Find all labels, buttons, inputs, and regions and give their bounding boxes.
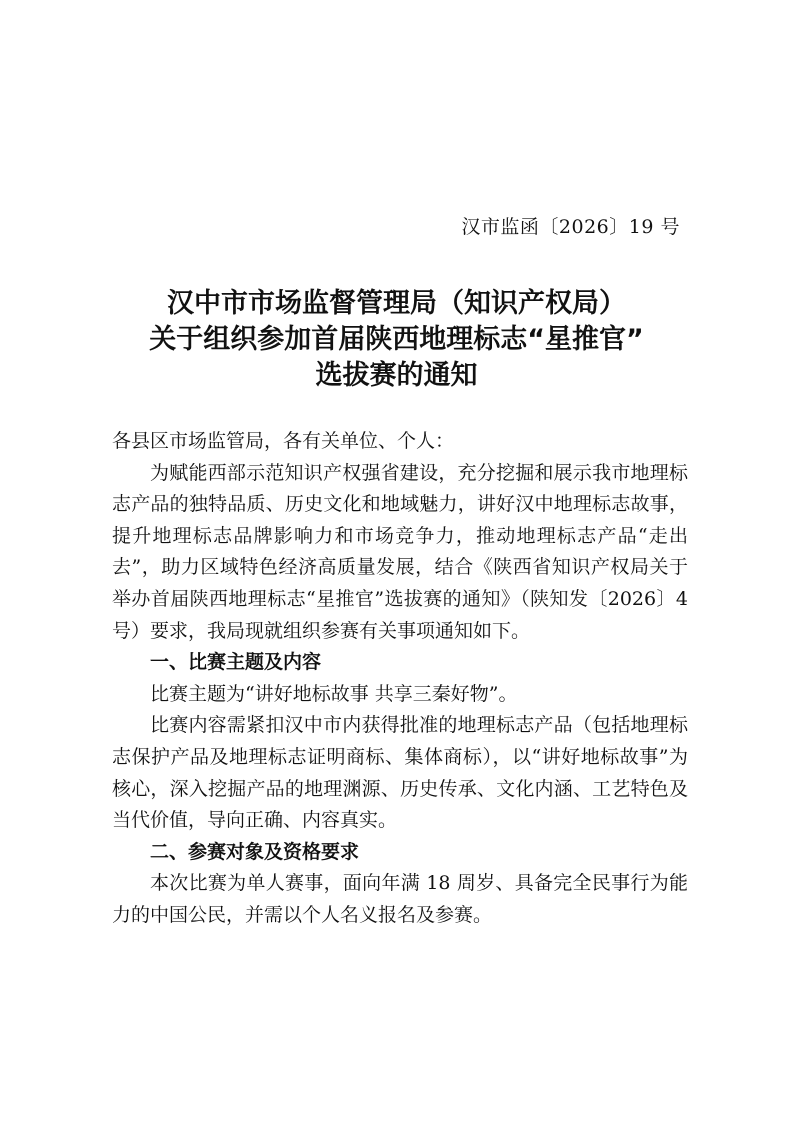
document-number: 汉市监函〔2026〕19 号 (461, 216, 680, 238)
section-heading: 一、比赛主题及内容 (150, 651, 322, 674)
section-paragraph: 本次比赛为单人赛事，面向年满 18 周岁、具备完全民事行为能力的中国公民，并需以个人名义报名及参赛。 (112, 872, 688, 926)
title-line: 选拔赛的通知 (315, 360, 478, 391)
document-body (112, 426, 688, 932)
document-title (0, 286, 793, 394)
intro-paragraph: 为赋能西部示范知识产权强省建设，充分挖掘和展示我市地理标志产品的独特品质、历史文化和地域魅力，讲好汉中地理标志故事，提升地理标志品牌影响力和市场竞争力，推动地理标志产品“走出去”，助力区域特色经济高质量发展，结合《陕西省知识产权局关于举办首届陕西地理标志“星推官”选拔赛的通知》（陕知发〔2026〕4 号）要求，我局现就组织参赛有关事项通知如下。 (112, 461, 688, 642)
title-line: 汉中市市场监督管理局（知识产权局） (167, 288, 626, 319)
section-paragraph: 比赛内容需紧扣汉中市内获得批准的地理标志产品（包括地理标志保护产品及地理标志证明商标、集体商标），以“讲好地标故事”为核心，深入挖掘产品的地理渊源、历史传承、文化内涵、工艺特色及当代价值，导向正确、内容真实。 (112, 714, 688, 832)
salutation: 各县区市场监管局，各有关单位、个人： (112, 430, 455, 452)
section-heading: 二、参赛对象及资格要求 (150, 840, 360, 863)
title-line: 关于组织参加首届陕西地理标志“星推官” (149, 324, 644, 355)
section-paragraph: 比赛主题为“讲好地标故事 共享三秦好物”。 (150, 682, 518, 705)
